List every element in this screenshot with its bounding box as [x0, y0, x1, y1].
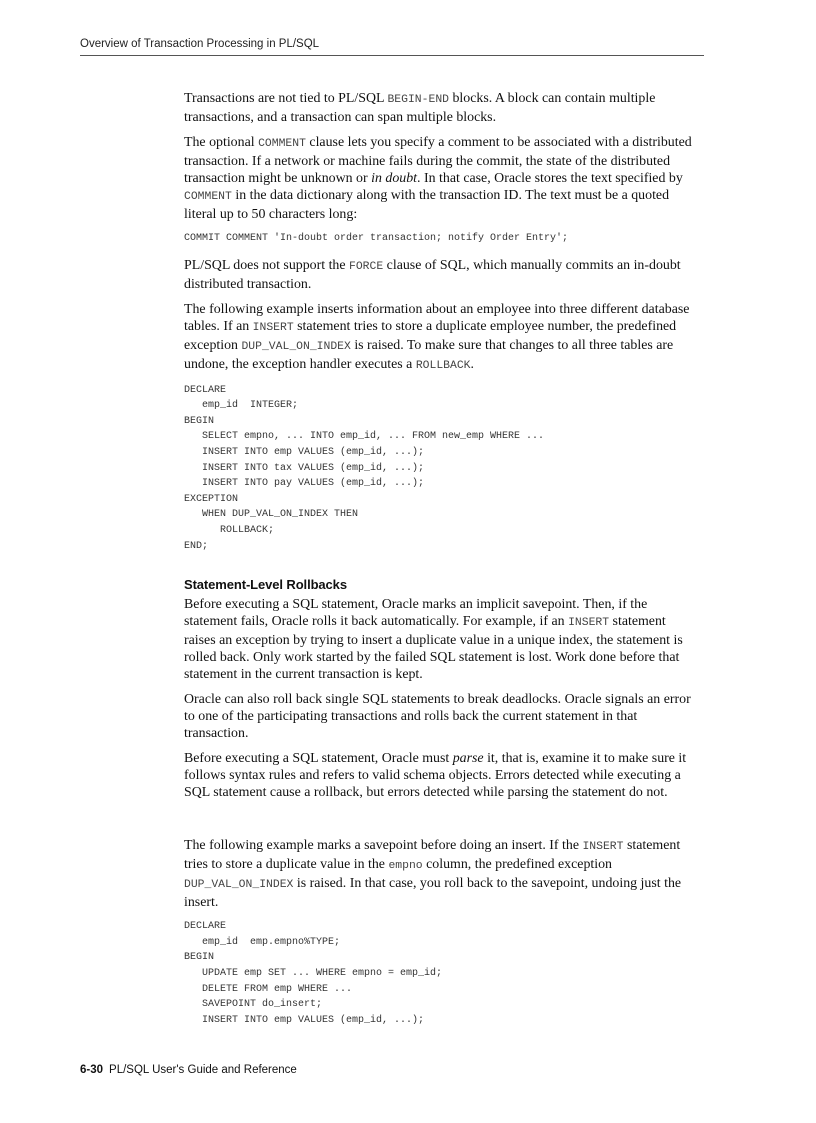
paragraph-savepoint-example: [184, 837, 700, 911]
paragraph-force-clause: [184, 257, 700, 293]
text: Before executing a SQL statement, Oracle must: [184, 751, 453, 767]
book-title: PL/SQL User's Guide and Reference: [109, 1064, 297, 1076]
page-number: 6-30: [80, 1064, 104, 1076]
text: .: [470, 356, 474, 372]
text: it, that is, examine it to make sure it follows syntax rules and refers to valid schema objects. Errors detected while executing a SQL statement cause a rollback, but errors detected while parsing the statement do not.: [184, 751, 687, 801]
paragraph-transactions-blocks: [184, 90, 700, 126]
text: is raised. To make sure that changes to all three tables are undone, the exception handler executes a: [184, 337, 674, 372]
text: clause lets you specify a comment to be associated with a distributed transaction. If a network or machine fails during the commit, the state of the distributed transaction might be unknown or: [184, 135, 692, 186]
inline-code: empno: [388, 860, 423, 873]
text: is raised. In that case, you roll back to the savepoint, undoing just the insert.: [184, 876, 682, 911]
paragraph-parse: [184, 750, 700, 801]
running-header: [80, 38, 704, 56]
text: PL/SQL does not support the: [184, 257, 350, 273]
text: in the data dictionary along with the transaction ID. The text must be a quoted literal up to 50 characters long:: [184, 188, 670, 222]
inline-code: COMMENT: [258, 138, 306, 150]
inline-code: BEGIN-END: [387, 94, 449, 106]
paragraph-deadlocks: Oracle can also roll back single SQL statements to break deadlocks. Oracle signals an error to one of the participating transactions and rolls back the current statement in that transaction.: [184, 692, 691, 742]
text: statement tries to store a duplicate employee number, the predefined exception: [184, 318, 677, 353]
paragraph-implicit-savepoint: [184, 596, 700, 683]
text: clause of SQL, which manually commits an in-doubt distributed transaction.: [184, 257, 681, 292]
inline-code: DUP_VAL_ON_INDEX: [184, 879, 294, 892]
page-content: [184, 90, 700, 1038]
text: The optional: [184, 135, 259, 150]
emphasis: in doubt: [371, 171, 418, 186]
text: column, the predefined exception: [422, 857, 613, 873]
section-heading: Statement-Level Rollbacks: [184, 577, 347, 593]
inline-code: COMMENT: [184, 191, 232, 203]
text: statement tries to store a duplicate value in the: [184, 838, 681, 873]
code-block-savepoint-example: DECLARE emp_id emp.empno%TYPE; BEGIN UPDATE emp SET ... WHERE empno = emp_id; DELETE FROM emp WHERE ... SAVEPOINT do_insert; INSERT INTO emp VALUES (emp_id, ...);: [184, 921, 443, 1026]
text: blocks. A block can contain multiple transactions, and a transaction can span multiple blocks.: [184, 91, 656, 125]
header-title: Overview of Transaction Processing in PL/SQL: [80, 38, 320, 50]
spacer: [184, 809, 700, 837]
text: The following example marks a savepoint before doing an insert. If the: [184, 838, 583, 854]
inline-code: FORCE: [349, 260, 384, 273]
text: Transactions are not tied to PL/SQL: [184, 91, 388, 106]
inline-code: DUP_VAL_ON_INDEX: [241, 340, 351, 353]
paragraph-insert-example: [184, 301, 700, 375]
inline-code: ROLLBACK: [415, 359, 471, 372]
inline-code: INSERT: [252, 321, 294, 334]
page-footer: [80, 1064, 297, 1076]
emphasis: parse: [452, 751, 484, 767]
text: . In that case, Oracle stores the text specified by: [417, 171, 683, 186]
code-block-commit-comment: COMMIT COMMENT 'In-doubt order transaction; notify Order Entry';: [184, 233, 569, 244]
text: Before executing a SQL statement, Oracle marks an implicit savepoint. Then, if the statement fails, Oracle rolls it back automatically. For example, if an: [184, 597, 648, 630]
text: The following example inserts information about an employee into three different database tables. If an: [184, 301, 690, 334]
inline-code: INSERT: [582, 841, 624, 854]
text: statement raises an exception by trying to insert a duplicate value in a unique index, the statement is rolled back. Only work started by the failed SQL statement is lost. Work done before that statement in the current transaction is kept.: [184, 614, 683, 683]
inline-code: INSERT: [568, 617, 610, 630]
paragraph-comment-clause: [184, 134, 700, 223]
code-block-rollback-example: DECLARE emp_id INTEGER; BEGIN SELECT empno, ... INTO emp_id, ... FROM new_emp WHERE ... INSERT INTO emp VALUES (emp_id, ...); INSERT INTO tax VALUES (emp_id, ...); INSERT INTO pay VALUES (emp_id, ...); EXCEPTION WHEN DUP_VAL_ON_INDEX THEN ROLLBACK; END;: [184, 384, 545, 552]
